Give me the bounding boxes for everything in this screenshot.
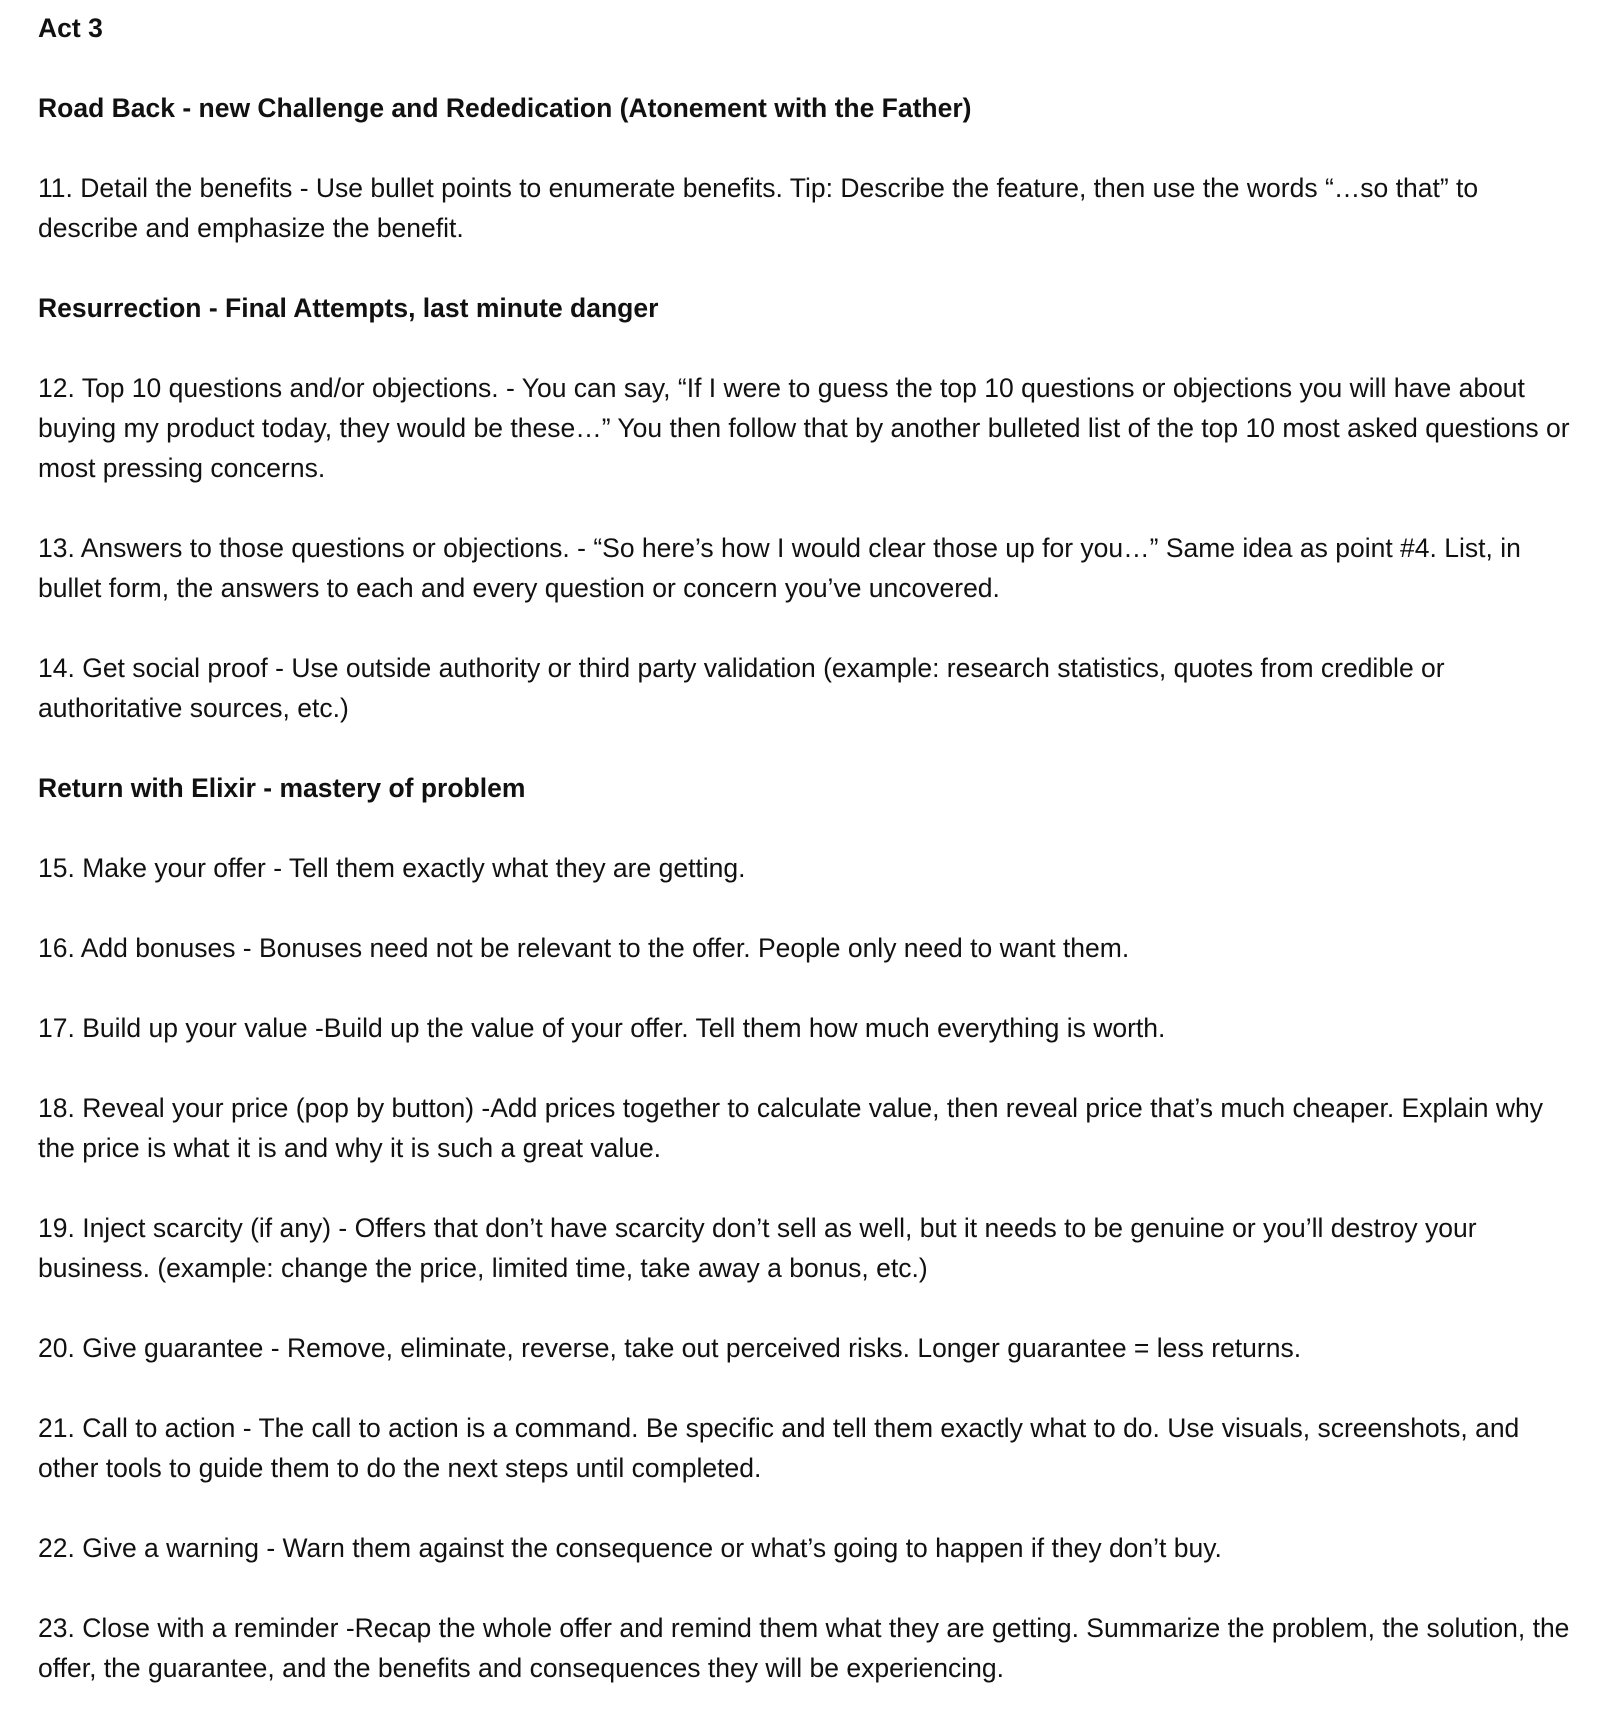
spacer — [38, 608, 1583, 648]
spacer — [38, 48, 1583, 88]
spacer — [38, 1168, 1583, 1208]
list-item-19: 19. Inject scarcity (if any) - Offers that don’t have scarcity don’t sell as well, but it needs to be genuine or you’ll destroy your business. (example: change the price, limited time, take away a bonus, etc.) — [38, 1213, 1477, 1283]
spacer — [38, 968, 1583, 1008]
list-item-17: 17. Build up your value -Build up the value of your offer. Tell them how much everything is worth. — [38, 1013, 1166, 1043]
section-heading-resurrection: Resurrection - Final Attempts, last minute danger — [38, 293, 659, 323]
spacer — [38, 488, 1583, 528]
spacer — [38, 888, 1583, 928]
list-item-21: 21. Call to action - The call to action is a command. Be specific and tell them exactly what to do. Use visuals, screenshots, and other tools to guide them to do the next steps until completed. — [38, 1413, 1520, 1483]
spacer — [38, 1568, 1583, 1608]
spacer — [38, 1368, 1583, 1408]
list-item-11: 11. Detail the benefits - Use bullet points to enumerate benefits. Tip: Describe the feature, then use the words “…so that” to describe and emphasize the benefit. — [38, 173, 1479, 243]
list-item-16: 16. Add bonuses - Bonuses need not be relevant to the offer. People only need to want them. — [38, 933, 1130, 963]
section-heading-road-back: Road Back - new Challenge and Rededication (Atonement with the Father) — [38, 93, 972, 123]
spacer — [38, 808, 1583, 848]
list-item-18: 18. Reveal your price (pop by button) -Add prices together to calculate value, then reveal price that’s much cheaper. Explain why the price is what it is and why it is such a great value. — [38, 1093, 1543, 1163]
spacer — [38, 1488, 1583, 1528]
act-title: Act 3 — [38, 13, 103, 43]
spacer — [38, 1048, 1583, 1088]
section-heading-return: Return with Elixir - mastery of problem — [38, 773, 526, 803]
list-item-20: 20. Give guarantee - Remove, eliminate, reverse, take out perceived risks. Longer guarantee = less returns. — [38, 1333, 1302, 1363]
spacer — [38, 1288, 1583, 1328]
list-item-15: 15. Make your offer - Tell them exactly what they are getting. — [38, 853, 746, 883]
list-item-22: 22. Give a warning - Warn them against the consequence or what’s going to happen if they don’t buy. — [38, 1533, 1222, 1563]
spacer — [38, 728, 1583, 768]
spacer — [38, 248, 1583, 288]
document-body — [38, 8, 1583, 1688]
spacer — [38, 128, 1583, 168]
list-item-12: 12. Top 10 questions and/or objections. - You can say, “If I were to guess the top 10 questions or objections you will have about buying my product today, they would be these…” You then follow that by another bulleted list of the top 10 most asked questions or most pressing concerns. — [38, 373, 1570, 483]
list-item-23: 23. Close with a reminder -Recap the whole offer and remind them what they are getting. Summarize the problem, the solution, the offer, the guarantee, and the benefits and consequences they will be experiencing. — [38, 1613, 1570, 1683]
spacer — [38, 328, 1583, 368]
list-item-13: 13. Answers to those questions or objections. - “So here’s how I would clear those up for you…” Same idea as point #4. List, in bullet form, the answers to each and every question or concern you’ve uncovered. — [38, 533, 1521, 603]
list-item-14: 14. Get social proof - Use outside authority or third party validation (example: research statistics, quotes from credible or authoritative sources, etc.) — [38, 653, 1445, 723]
